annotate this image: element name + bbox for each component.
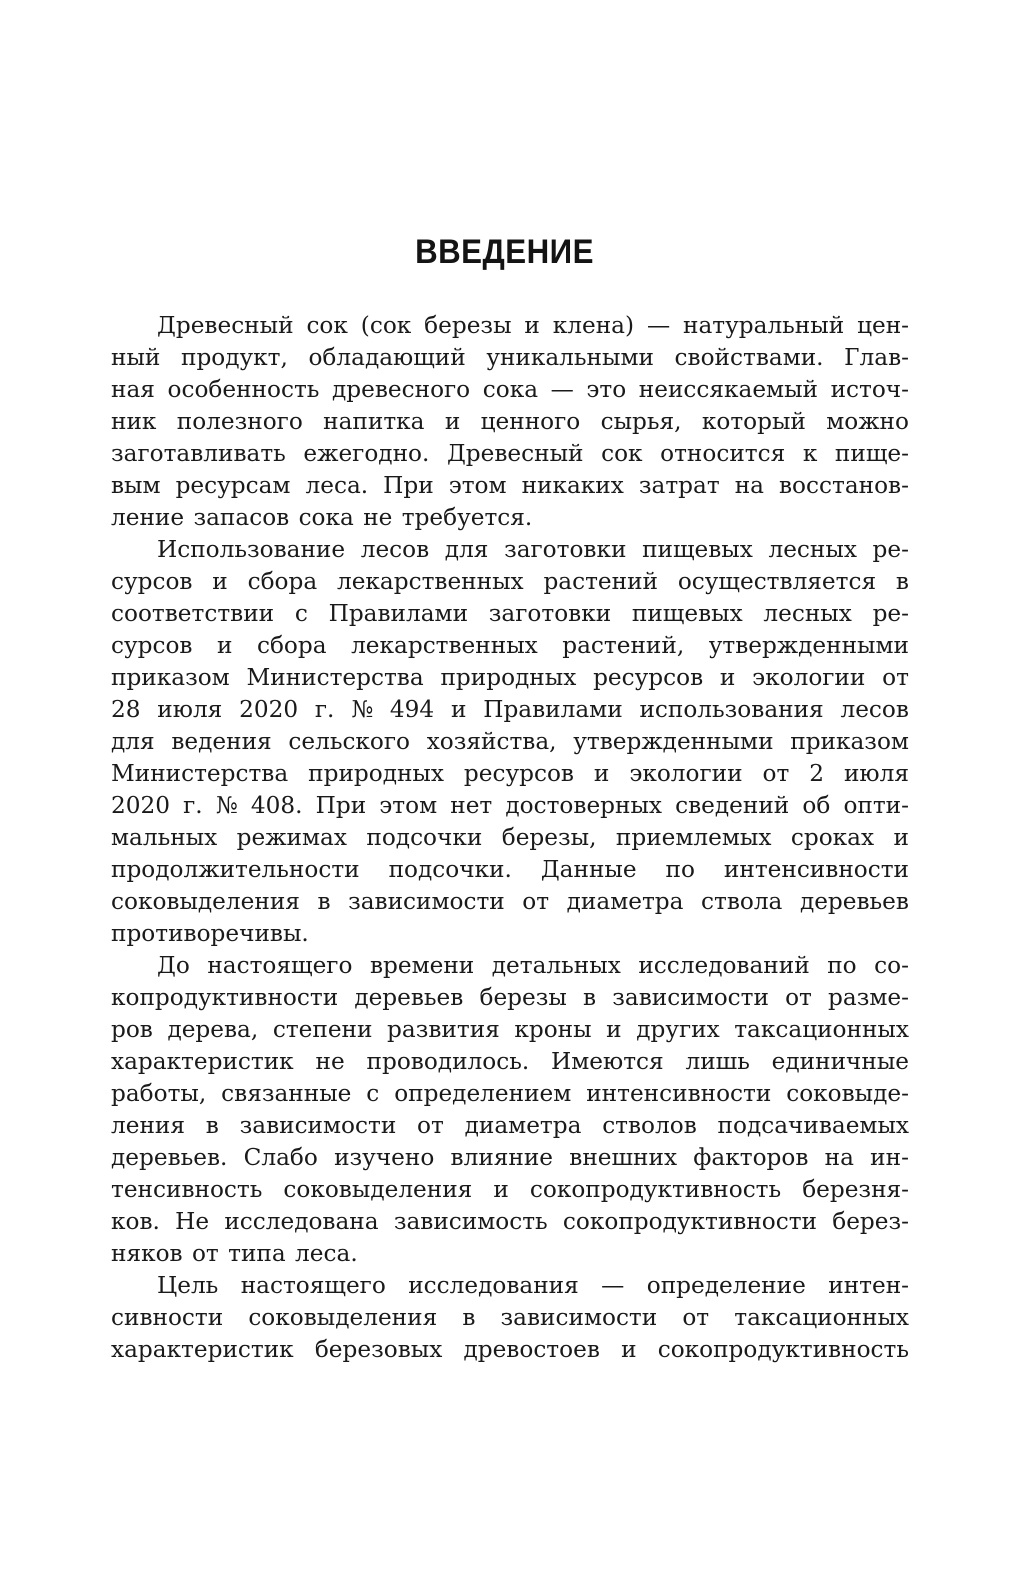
text-line: сурсов и сбора лекарственных растений, утвержденными	[111, 632, 909, 659]
text-line: ров дерева, степени развития кроны и других таксационных	[111, 1016, 909, 1043]
text-line: Использование лесов для заготовки пищевых лесных ре-	[157, 536, 909, 563]
body-text	[111, 310, 909, 1366]
text-line: До настоящего времени детальных исследований по со-	[157, 952, 909, 979]
text-line: сивности соковыделения в зависимости от таксационных	[111, 1304, 909, 1331]
text-line: заготавливать ежегодно. Древесный сок относится к пище-	[111, 440, 909, 467]
text-line: ная особенность древесного сока — это неиссякаемый источ-	[111, 376, 909, 403]
text-line: характеристик березовых древостоев и сокопродуктивность	[111, 1336, 909, 1363]
text-line: сурсов и сбора лекарственных растений осуществляется в	[111, 568, 909, 595]
text-line: деревьев. Слабо изучено влияние внешних факторов на ин-	[111, 1144, 909, 1171]
chapter-title: ВВЕДЕНИЕ	[415, 232, 594, 271]
text-line: вым ресурсам леса. При этом никаких затрат на восстанов-	[111, 472, 909, 499]
text-line: Цель настоящего исследования — определение интен-	[157, 1272, 909, 1299]
text-line: противоречивы.	[111, 920, 309, 947]
text-line: Министерства природных ресурсов и экологии от 2 июля	[111, 760, 909, 787]
text-line: Древесный сок (сок березы и клена) — натуральный цен-	[157, 312, 909, 339]
text-line: соответствии с Правилами заготовки пищевых лесных ре-	[111, 600, 909, 627]
text-line: 28 июля 2020 г. № 494 и Правилами использования лесов	[111, 696, 909, 723]
paragraph	[111, 1270, 909, 1366]
text-line: тенсивность соковыделения и сокопродуктивность березня-	[111, 1176, 909, 1203]
text-line: ление запасов сока не требуется.	[111, 504, 533, 531]
text-line: копродуктивности деревьев березы в зависимости от разме-	[111, 984, 909, 1011]
text-line: соковыделения в зависимости от диаметра ствола деревьев	[111, 888, 909, 915]
text-line: продолжительности подсочки. Данные по интенсивности	[111, 856, 909, 883]
text-line: характеристик не проводилось. Имеются лишь единичные	[111, 1048, 909, 1075]
text-line: ков. Не исследована зависимость сокопродуктивности берез-	[111, 1208, 909, 1235]
text-line: ный продукт, обладающий уникальными свойствами. Глав-	[111, 344, 909, 371]
paragraph	[111, 534, 909, 950]
text-line: приказом Министерства природных ресурсов и экологии от	[111, 664, 909, 691]
text-line: для ведения сельского хозяйства, утвержденными приказом	[111, 728, 909, 755]
paragraph	[111, 950, 909, 1270]
text-line: мальных режимах подсочки березы, приемлемых сроках и	[111, 824, 909, 851]
text-line: ник полезного напитка и ценного сырья, который можно	[111, 408, 909, 435]
text-line: 2020 г. № 408. При этом нет достоверных сведений об опти-	[111, 792, 909, 819]
text-line: работы, связанные с определением интенсивности соковыде-	[111, 1080, 909, 1107]
text-line: няков от типа леса.	[111, 1240, 358, 1267]
paragraph	[111, 310, 909, 534]
text-line: ления в зависимости от диаметра стволов подсачиваемых	[111, 1112, 909, 1139]
